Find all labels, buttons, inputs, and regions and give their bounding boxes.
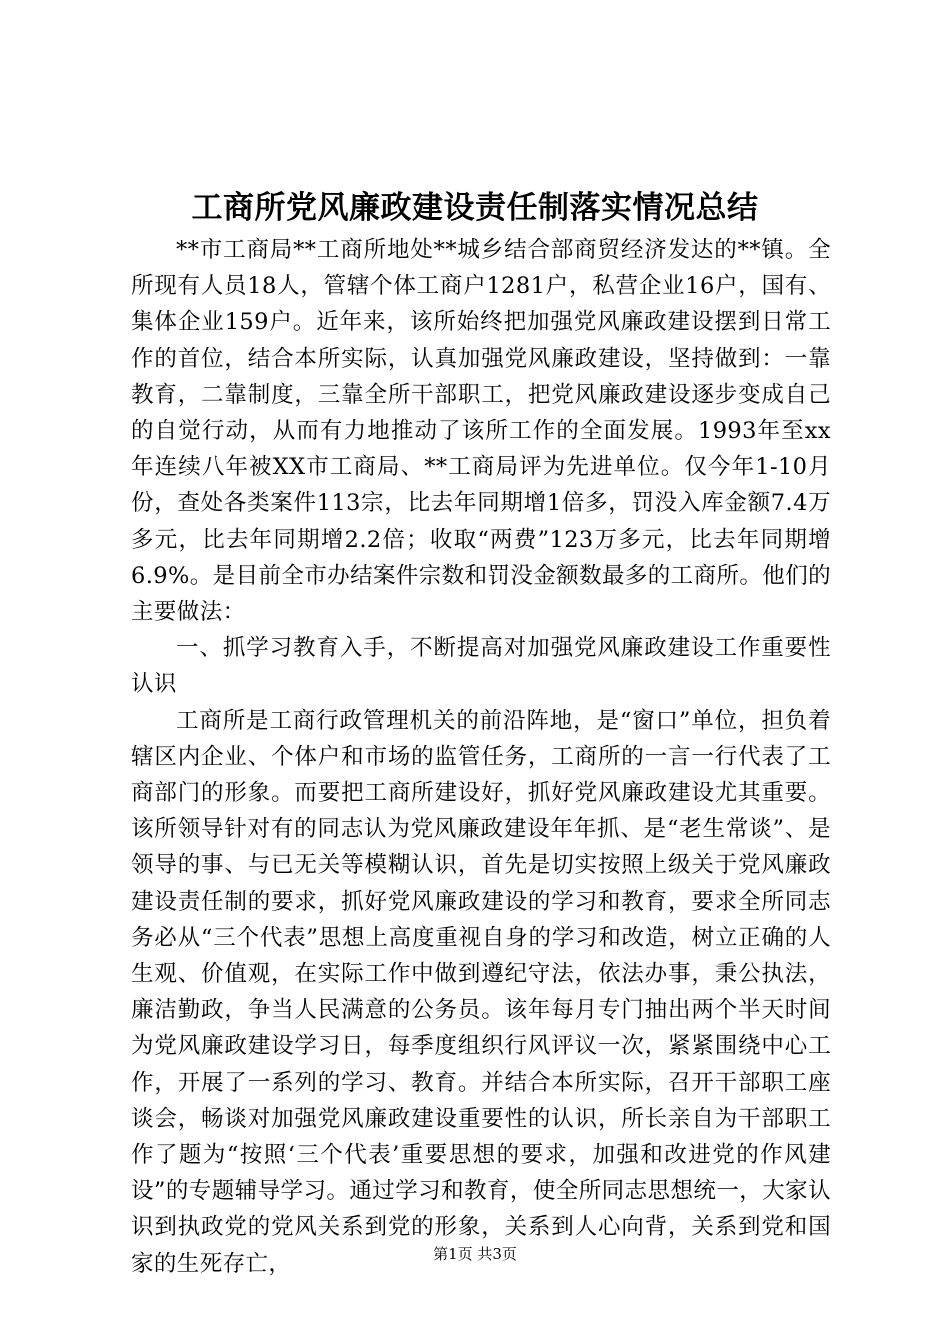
document-title: 工商所党风廉政建设责任制落实情况总结 <box>191 190 759 226</box>
document-body <box>131 232 831 1282</box>
paragraph-section-1: 工商所是工商行政管理机关的前沿阵地，是“窗口”单位，担负着辖区内企业、个体户和市场的监管任务，工商所的一言一行代表了工商部门的形象。而要把工商所建设好，抓好党风廉政建设尤其重要。该所领导针对有的同志认为党风廉政建设年年抓、是“老生常谈”、是领导的事、与已无关等模糊认识，首先是切实按照上级关于党风廉政建设责任制的要求，抓好党风廉政建设的学习和教育，要求全所同志务必从“三个代表”思想上高度重视自身的学习和改造，树立正确的人生观、价值观，在实际工作中做到遵纪守法，依法办事，秉公执法，廉洁勤政，争当人民满意的公务员。该年每月专门抽出两个半天时间为党风廉政建设学习日，每季度组织行风评议一次，紧紧围绕中心工作，开展了一系列的学习、教育。并结合本所实际，召开干部职工座谈会，畅谈对加强党风廉政建设重要性的认识，所长亲自为干部职工作了题为“按照‘三个代表’重要思想的要求，加强和改进党的作风建设”的专题辅导学习。通过学习和教育，使全所同志思想统一，大家认识到执政党的党风关系到党的形象，关系到人心向背，关系到党和国家的生死存亡， <box>131 707 831 1277</box>
page-footer: 第1页 共3页 <box>433 1245 517 1263</box>
section-heading-1: 一、抓学习教育入手，不断提高对加强党风廉政建设工作重要性认识 <box>131 635 831 698</box>
paragraph-intro: **市工商局**工商所地处**城乡结合部商贸经济发达的**镇。全所现有人员18人，管辖个体工商户1281户，私营企业16户，国有、集体企业159户。近年来，该所始终把加强党风廉政建设摆到日常工作的首位，结合本所实际，认真加强党风廉政建设，坚持做到：一靠教育，二靠制度，三靠全所干部职工，把党风廉政建设逐步变成自己的自觉行动，从而有力地推动了该所工作的全面发展。1993年至xx年连续八年被XX市工商局、**工商局评为先进单位。仅今年1-10月份，查处各类案件113宗，比去年同期增1倍多，罚没入库金额7.4万多元，比去年同期增2.2倍；收取“两费”123万多元，比去年同期增6.9%。是目前全市办结案件宗数和罚没金额数最多的工商所。他们的主要做法： <box>131 237 831 626</box>
